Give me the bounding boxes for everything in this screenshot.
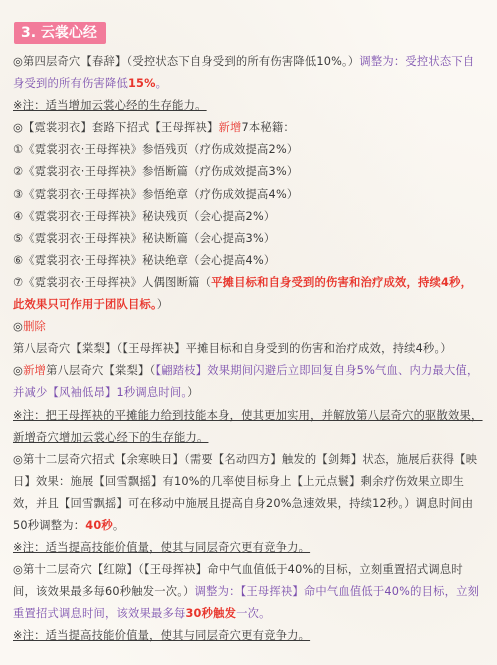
text-segment: 平摊目标和自身受到的伤害和治疗成效，持续4秒，此效果只可作用于团队目标。	[13, 275, 473, 312]
text-segment: ①《霓裳羽衣·王母挥袂》参悟残页（疗伤成效提高2%）	[13, 143, 299, 157]
note-paragraph	[13, 405, 483, 449]
change-paragraph	[13, 117, 483, 139]
change-paragraph	[13, 228, 483, 250]
text-segment: 第八层奇穴【棠梨】（	[46, 364, 156, 378]
section-title: 3. 云裳心经	[14, 22, 106, 44]
change-paragraph	[13, 272, 483, 316]
document-body	[13, 51, 483, 648]
text-segment: ⑥《霓裳羽衣·王母挥袂》秘诀绝章（会心提高4%）	[13, 253, 276, 267]
text-segment: 【翩踏枝】效果期间闪避后立即回复自身5%气血、内力最大值，并减少【风袖低昂】1秒调息时间。	[13, 364, 479, 400]
note-paragraph	[13, 95, 483, 117]
change-paragraph	[13, 250, 483, 272]
text-segment: 新增	[218, 121, 242, 135]
text-segment: 调整为：受控状态下自身受到的所有伤害降低	[13, 55, 475, 91]
change-paragraph	[13, 184, 483, 206]
change-paragraph	[13, 51, 483, 95]
text-segment: 第八层奇穴【棠梨】（【王母挥袂】平摊目标和自身受到的伤害和治疗成效，持续4秒。）	[13, 342, 452, 356]
text-segment: 调整为：【王母挥袂】命中气血值低于40%的目标，立刻重置招式调息时间，该效果最多每	[13, 585, 480, 621]
text-segment: ◎第十二层奇穴招式【余寒映日】（需要【名动四方】触发的【剑舞】状态，施展后获得【映日】效果：施展【回雪飘摇】有10%的几率使目标身上【上元点鬟】剩余疗伤效果立即生效，并且【回雪飘摇】可在移动中施展且提高自身20%急速效果，持续12秒。）调息时间由50秒调整为：	[13, 452, 478, 532]
change-paragraph	[13, 161, 483, 183]
text-segment: ◎第十二层奇穴【红隙】（【王母挥袂】命中气血值低于40%的目标，立刻重置招式调息时间，该效果最多每60秒触发一次。）	[13, 563, 463, 599]
text-segment: ）	[187, 386, 199, 400]
change-paragraph	[13, 316, 483, 360]
text-segment: ）	[156, 298, 169, 312]
text-segment: 新增	[23, 364, 47, 378]
change-paragraph	[13, 559, 483, 625]
text-segment: ◎第四层奇穴【春辞】（受控状态下自身受到的所有伤害降低10%。）	[13, 55, 360, 68]
text-segment: ◎【霓裳羽衣】套路下招式【王母挥袂】	[13, 121, 219, 135]
text-segment: ⑤《霓裳羽衣·王母挥袂》秘诀断篇（会心提高3%）	[13, 231, 276, 245]
text-segment: ④《霓裳羽衣·王母挥袂》秘诀残页（会心提高2%）	[13, 209, 276, 223]
change-paragraph	[13, 449, 483, 537]
change-paragraph	[13, 206, 483, 228]
text-segment: 删除	[23, 320, 47, 334]
text-segment: 7本秘籍：	[241, 121, 295, 135]
text-segment: ※注：适当增加云裳心经的生存能力。	[13, 99, 207, 113]
text-segment: ※注：适当提高技能价值量，使其与同层奇穴更有竞争力。	[13, 629, 311, 643]
change-paragraph	[13, 139, 483, 161]
text-segment: 。	[155, 77, 168, 91]
text-segment: ◎	[13, 364, 24, 378]
text-segment: 一次。	[236, 607, 271, 621]
text-segment: ※注：适当提高技能价值量，使其与同层奇穴更有竞争力。	[13, 541, 311, 555]
text-segment: ※注：把王母挥袂的平摊能力给到技能本身，使其更加实用，并解放第八层奇穴的驱散效果，新增奇穴增加云裳心经下的生存能力。	[13, 408, 483, 444]
text-segment: ◎	[13, 320, 24, 334]
text-segment: 。	[112, 518, 125, 532]
text-segment: ③《霓裳羽衣·王母挥袂》参悟绝章（疗伤成效提高4%）	[13, 187, 299, 201]
text-segment: 15%	[127, 77, 156, 91]
note-paragraph	[13, 625, 483, 647]
text-segment: ②《霓裳羽衣·王母挥袂》参悟断篇（疗伤成效提高3%）	[13, 165, 299, 179]
text-segment: 40秒	[85, 518, 113, 532]
text-segment: 30秒触发	[185, 607, 237, 621]
change-paragraph	[13, 360, 483, 404]
text-segment: ⑦《霓裳羽衣·王母挥袂》人偶图断篇（	[13, 275, 212, 289]
note-paragraph	[13, 537, 483, 559]
